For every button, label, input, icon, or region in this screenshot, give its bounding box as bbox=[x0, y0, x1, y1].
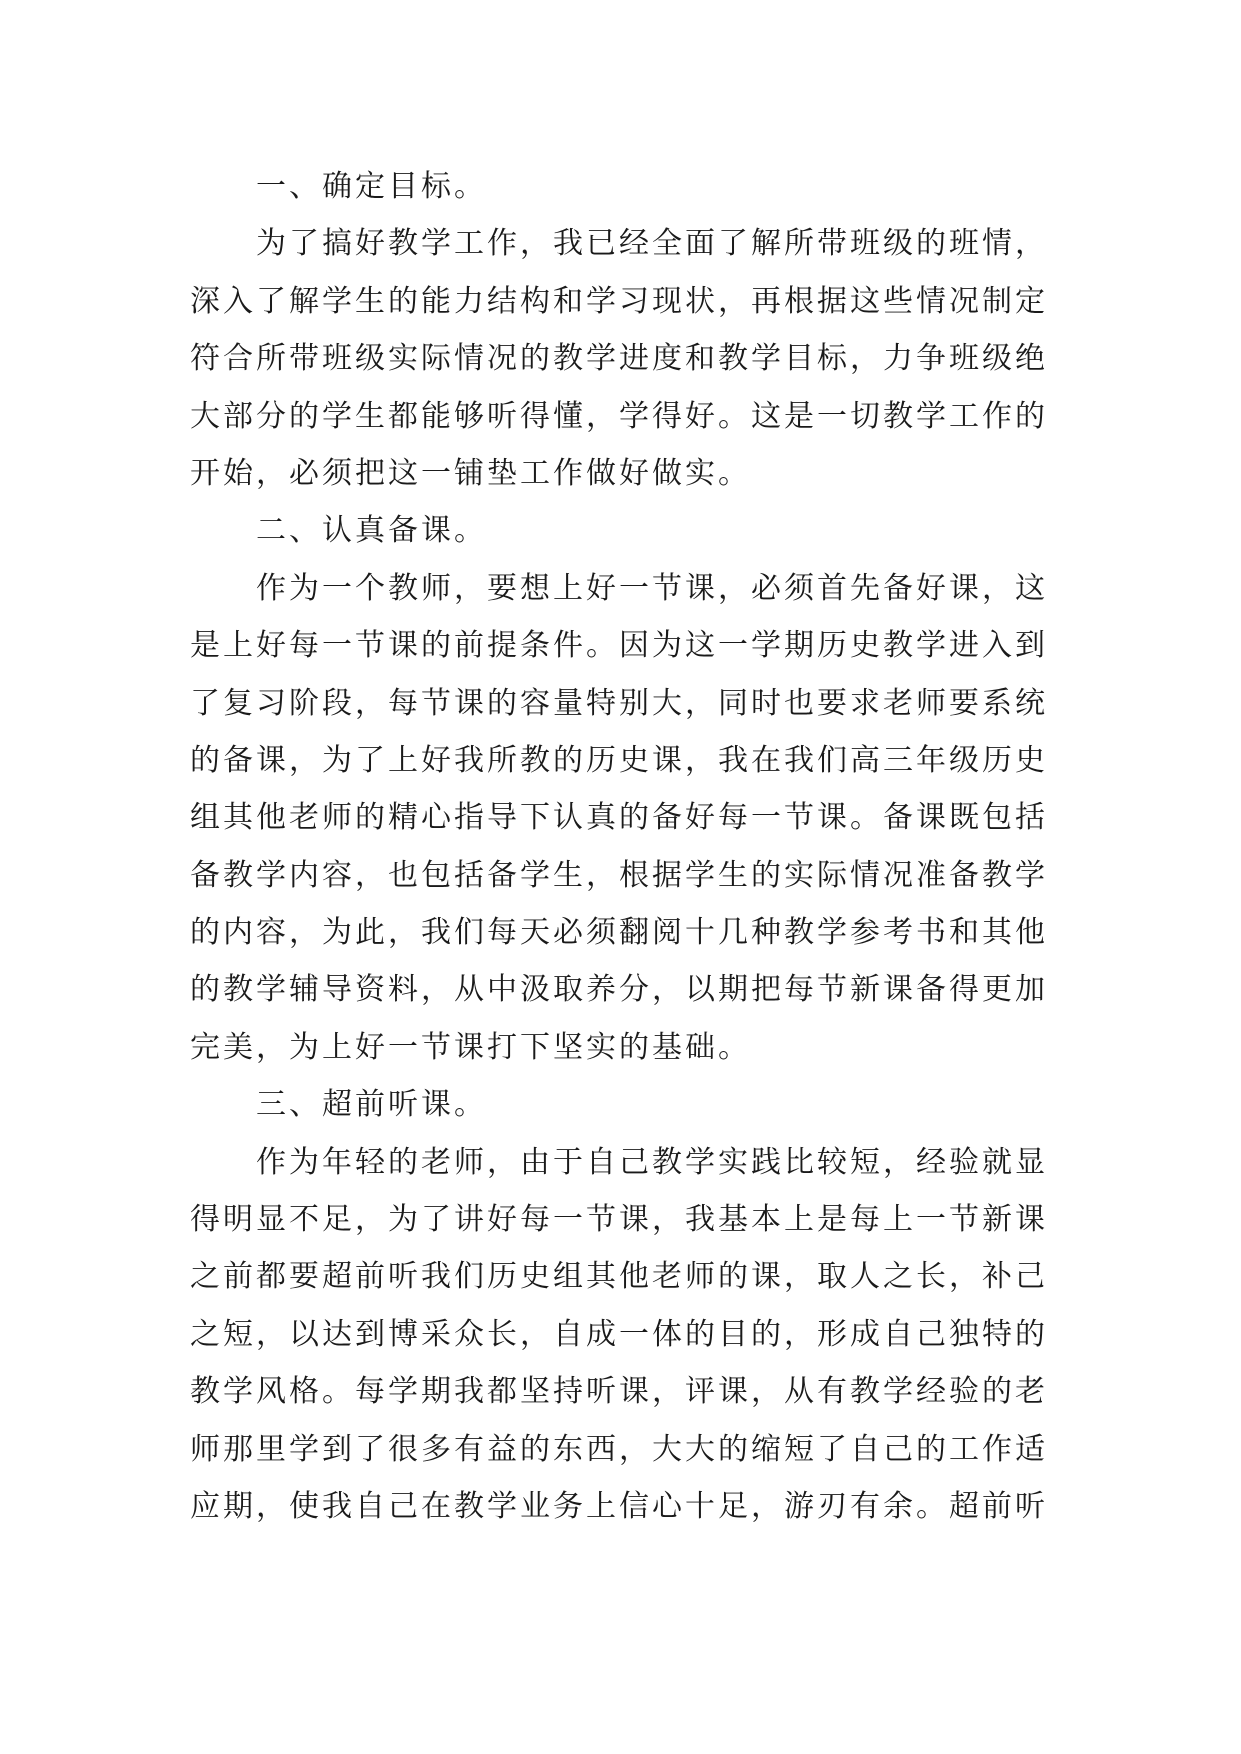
paragraph-line: 大部分的学生都能够听得懂，学得好。这是一切教学工作的 bbox=[190, 398, 1048, 434]
paragraph-line: 为了搞好教学工作，我已经全面了解所带班级的班情， bbox=[256, 226, 1048, 262]
paragraph-line: 是上好每一节课的前提条件。因为这一学期历史教学进入到 bbox=[190, 628, 1048, 664]
paragraph-line: 之前都要超前听我们历史组其他老师的课，取人之长，补己 bbox=[190, 1259, 1048, 1295]
paragraph-line: 的内容，为此，我们每天必须翻阅十几种教学参考书和其他 bbox=[190, 915, 1048, 951]
paragraph-line: 完美，为上好一节课打下坚实的基础。 bbox=[190, 1029, 751, 1065]
section-heading-3: 三、超前听课。 bbox=[256, 1087, 487, 1123]
paragraph-line: 的教学辅导资料，从中汲取养分，以期把每节新课备得更加 bbox=[190, 972, 1048, 1008]
paragraph-line: 组其他老师的精心指导下认真的备好每一节课。备课既包括 bbox=[190, 800, 1048, 836]
paragraph-line: 教学风格。每学期我都坚持听课，评课，从有教学经验的老 bbox=[190, 1374, 1048, 1410]
paragraph-line: 作为一个教师，要想上好一节课，必须首先备好课，这 bbox=[256, 570, 1048, 606]
paragraph-line: 应期，使我自己在教学业务上信心十足，游刃有余。超前听 bbox=[190, 1488, 1048, 1524]
section-heading-2: 二、认真备课。 bbox=[256, 513, 487, 549]
paragraph-line: 了复习阶段，每节课的容量特别大，同时也要求老师要系统 bbox=[190, 685, 1048, 721]
paragraph-line: 之短，以达到博采众长，自成一体的目的，形成自己独特的 bbox=[190, 1316, 1048, 1352]
paragraph-line: 符合所带班级实际情况的教学进度和教学目标，力争班级绝 bbox=[190, 341, 1048, 377]
paragraph-line: 作为年轻的老师，由于自己教学实践比较短，经验就显 bbox=[256, 1144, 1048, 1180]
paragraph-line: 师那里学到了很多有益的东西，大大的缩短了自己的工作适 bbox=[190, 1431, 1048, 1467]
paragraph-line: 备教学内容，也包括备学生，根据学生的实际情况准备教学 bbox=[190, 857, 1048, 893]
section-heading-1: 一、确定目标。 bbox=[256, 169, 487, 204]
paragraph-line: 得明显不足，为了讲好每一节课，我基本上是每上一节新课 bbox=[190, 1202, 1048, 1238]
paragraph-line: 深入了解学生的能力结构和学习现状，再根据这些情况制定 bbox=[190, 283, 1048, 319]
paragraph-line: 开始，必须把这一铺垫工作做好做实。 bbox=[190, 455, 751, 491]
document-body bbox=[190, 158, 1050, 1535]
paragraph-line: 的备课，为了上好我所教的历史课，我在我们高三年级历史 bbox=[190, 742, 1048, 778]
